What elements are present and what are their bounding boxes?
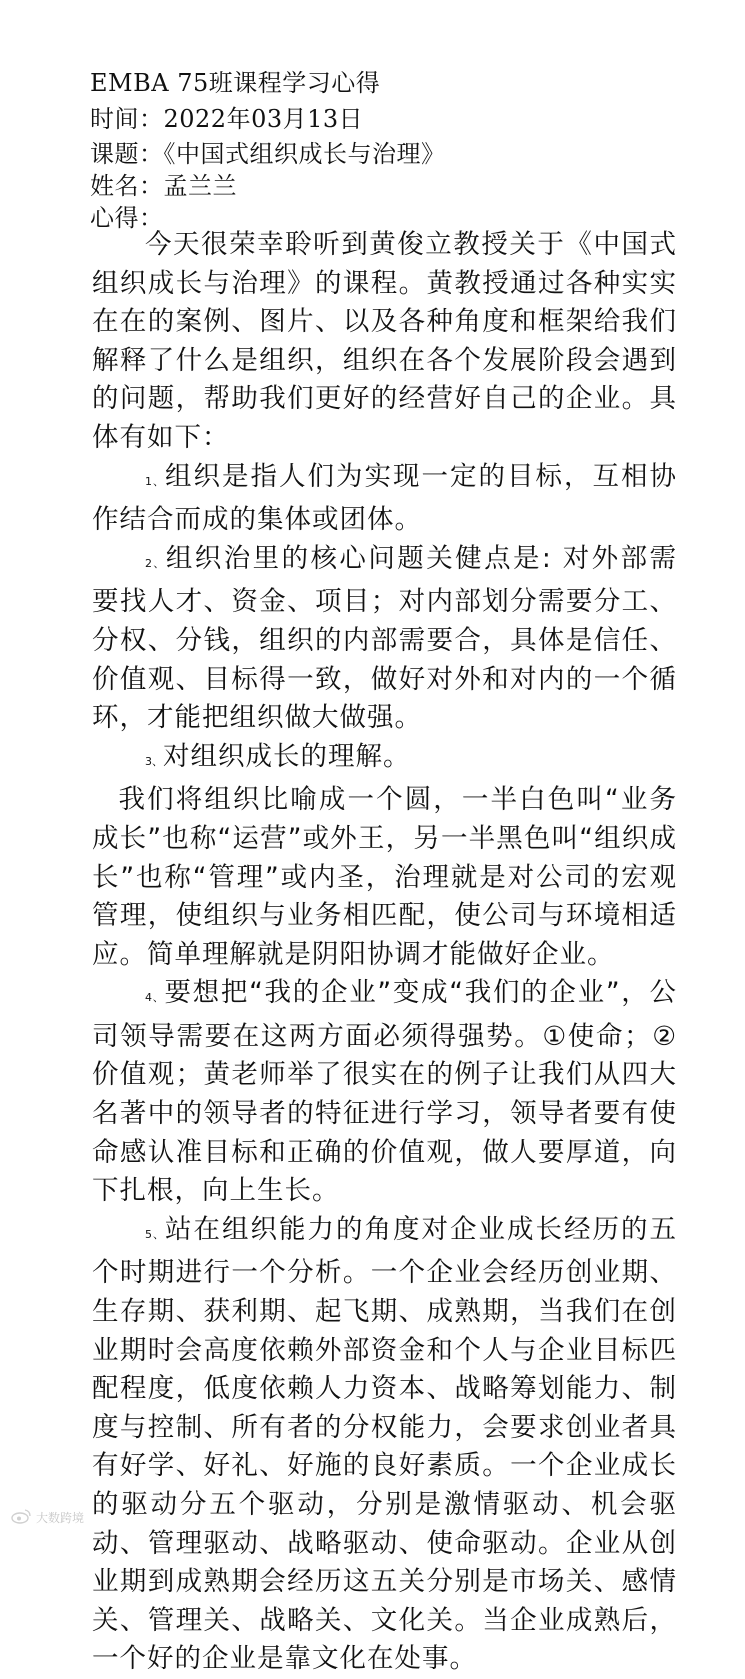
item-number: 3、 — [145, 754, 163, 768]
reflection-body — [92, 226, 677, 1679]
list-item-detail — [92, 781, 677, 974]
author-line: 姓名：孟兰兰 — [90, 172, 237, 200]
item-text: 对组织成长的理解。 — [163, 740, 411, 772]
list-item — [92, 738, 677, 782]
topic-line: 课题：《中国式组织成长与治理》 — [90, 140, 446, 168]
item-text: 站在组织能力的角度对企业成长经历的五个时期进行一个分析。一个企业会经历创业期、生存期、获利期、起飞期、成熟期，当我们在创业期时会高度依赖外部资金和个人与企业目标匹配程度，低度依赖人力资本、战略筹划能力、制度与控制、所有者的分权能力，会要求创业者具有好学、好礼、好施的良好素质。一个企业成长的驱动分五个驱动，分别是激情驱动、机会驱动、管理驱动、战略驱动、使命驱动。企业从创业期到成熟期会经历这五关分别是市场关、感情关、管理关、战略关、文化关。当企业成熟后，一个好的企业是靠文化在处事。 — [92, 1213, 677, 1675]
list-item — [92, 1211, 677, 1679]
list-item — [92, 540, 677, 738]
item-number: 1、 — [145, 474, 165, 488]
item-number: 2、 — [145, 556, 166, 570]
date-line: 时间：2022年03月13日 — [90, 105, 364, 133]
item-number: 5、 — [145, 1227, 165, 1241]
item-text: 组织是指人们为实现一定的目标，互相协作结合而成的集体或团体。 — [92, 460, 677, 536]
list-item — [92, 974, 677, 1211]
document-title: EMBA 75班课程学习心得 — [90, 69, 381, 97]
item-number: 4、 — [145, 991, 165, 1005]
list-item — [92, 458, 677, 540]
watermark-text: 大数跨境 — [36, 1511, 85, 1525]
item-text: 要想把“我的企业”变成“我们的企业”，公司领导需要在这两方面必须得强势。①使命；②价值观；黄老师举了很实在的例子让我们从四大名著中的领导者的特征进行学习，领导者要有使命感认准目标和正确的价值观，做人要厚道，向下扎根，向上生长。 — [92, 977, 677, 1207]
intro-paragraph: 今天很荣幸聆听到黄俊立教授关于《中国式组织成长与治理》的课程。黄教授通过各种实实在在的案例、图片、以及各种角度和框架给我们解释了什么是组织，组织在各个发展阶段会遇到的问题，帮助我们更好的经营好自己的企业。具体有如下： — [92, 229, 677, 453]
item-text: 组织治里的核心问题关健点是: 对外部需要找人才、资金、项目；对内部划分需要分工、分权、分钱，组织的内部需要合，具体是信任、价值观、目标得一致，做好对外和对内的一个循环，才能把组织做大做强。 — [92, 542, 677, 734]
watermark — [10, 1508, 84, 1527]
item-text: 我们将组织比喻成一个圆，一半白色叫“业务成长”也称“运营”或外王，另一半黑色叫“组织成长”也称“管理”或内圣，治理就是对公司的宏观管理，使组织与业务相匹配，使公司与环境相适应。简单理解就是阴阳协调才能做好企业。 — [92, 784, 677, 970]
reflection-label: 心得： — [90, 204, 164, 232]
weibo-icon — [10, 1508, 32, 1527]
